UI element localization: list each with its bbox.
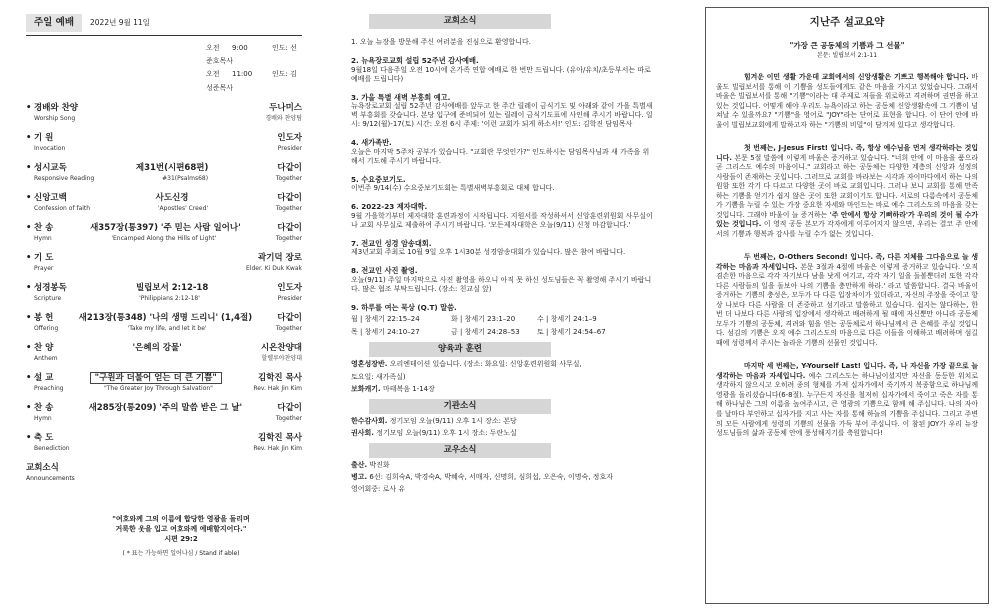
news-item — [351, 175, 653, 193]
news-item-title: 9. 하루를 여는 묵상 (Q.T) 말씀. — [351, 302, 457, 312]
service-time-2: 오전 11:00 인도: 김성준목사 — [206, 70, 297, 92]
worship-items — [26, 103, 302, 463]
worship-item-name: 성경봉독 — [34, 283, 67, 294]
worship-item-name: 설 교 — [34, 373, 54, 384]
worship-header — [26, 14, 302, 36]
worship-item-leader-en: Together — [275, 324, 302, 332]
qt-reading: 화 | 창세기 23:1–20 — [451, 315, 516, 324]
news-item — [351, 239, 653, 257]
worship-item-leader: 두나미스 — [269, 103, 302, 114]
sermon-summary-column — [705, 7, 989, 604]
worship-item-leader: 인도자 — [277, 133, 302, 144]
worship-item-name: 성시교독 — [34, 163, 67, 174]
worship-item-detail-en: "The Greater Joy Through Salvation" — [104, 384, 213, 392]
news-item-body: 1. 오늘 뉴장을 방문해 주신 여러분을 진심으로 환영합니다. — [351, 38, 532, 47]
service-time-1: 오전 9:00 인도: 선준호목사 — [206, 43, 297, 66]
worship-item-name: 경배와 찬양 — [34, 103, 79, 114]
worship-item: • 설 교 "구원과 더불어 얻는 더 큰 기쁨" 김학진 목사 Preaching "The Greater Joy Through Salvation" Rev. Hak Jin Kim — [26, 373, 302, 392]
news-item — [351, 93, 653, 130]
worship-date: 2022년 9월 11일 — [90, 18, 150, 28]
news-item-body: 오늘(9/11) 주일 마지막으로 사진 촬영을 하오니 아직 못 하신 성도님들은 꼭 촬영해 주시기 바랍니다. 많은 협조 부탁드립니다. (장소: 친교실 앞) — [351, 275, 652, 293]
worship-item-leader: 인도자 — [277, 283, 302, 294]
sermon-summary-title: 지난주 설교요약 — [809, 16, 885, 28]
worship-item-leader-en: Presider — [277, 144, 302, 152]
news-item-body: 제3년교회 주최로 10월 9일 오후 1시30분 성경암송대회가 있습니다. 많은 참여 바랍니다. — [351, 248, 626, 257]
news-item-title: 5. 수요중보기도. — [351, 174, 406, 184]
worship-item-leader: 다같이 — [277, 193, 302, 204]
qt-reading: 목 | 창세기 24:10–27 — [351, 328, 420, 337]
news-items — [351, 38, 653, 312]
worship-item-leader: 시온찬양대 — [260, 343, 302, 354]
news-header: 교회소식 — [369, 14, 551, 29]
qt-reading: 수 | 창세기 24:1–9 — [537, 315, 597, 324]
worship-item-leader: 곽기덕 장로 — [257, 253, 302, 264]
news-item — [351, 38, 653, 47]
news-item-title: 4. 새가족반. — [351, 138, 392, 148]
worship-item-leader: 김학진 목사 — [257, 433, 302, 444]
qt-reading: 월 | 창세기 22:15–24 — [351, 315, 420, 324]
sermon-subtitle: "가장 큰 공동체의 기쁨과 그 선물" — [789, 41, 905, 51]
worship-item-leader: 김학진 목사 — [257, 373, 302, 384]
news-item — [351, 56, 653, 84]
organization-header: 기관소식 — [369, 399, 551, 414]
worship-item-detail-en — [70, 445, 254, 453]
training-section: 양육과 훈련 영혼성장반. 오리엔테이션 있습니다. (장소: 화요일: 신앙훈련위원회 사무실, 토요일: 새가족실) 보화캐기. 마태복음 1-14장 — [351, 344, 582, 393]
worship-item: • 찬 송 새285장(통209) '주의 말씀 받은 그 날' 다같이 Hymn Together — [26, 403, 302, 422]
worship-item: • 찬 송 새357장(통397) '주 믿는 사람 일어나' 다같이 Hymn 'Encamped Along the Hills of Light' Together — [26, 223, 302, 242]
worship-item-name-en: Scripture — [34, 294, 62, 302]
worship-item-name-en: Offering — [34, 324, 59, 332]
worship-item-name-en: Preaching — [34, 384, 64, 392]
worship-item-detail-en: 'Encamped Along the Hills of Light' — [111, 234, 217, 242]
qt-reading-grid — [351, 315, 653, 337]
scripture-verse: "여호와께 그의 이름에 합당한 영광을 돌리며 거룩한 옷을 입고 여호와께 예배할지어다." 시편 29:2 ( * 표는 가능하면 일어나심 / Stand if able) — [86, 514, 276, 559]
worship-item-name: 축 도 — [34, 433, 54, 444]
worship-item-detail: 새285장(통209) '주의 말씀 받은 그 날' — [88, 403, 243, 414]
news-item — [351, 266, 653, 294]
worship-item: • 경배와 찬양 두나미스 Worship Song 경배와 찬양팀 — [26, 103, 302, 122]
worship-item: • 봉 헌 새213장(통348) '나의 생명 드리니' (1,4절) 다같이 Offering 'Take my life, and let it be' Together — [26, 313, 302, 332]
worship-item-detail-en — [53, 265, 246, 273]
worship-item-name: 기 도 — [34, 253, 54, 264]
worship-item-detail-en — [52, 415, 276, 423]
stand-note: ( * 표는 가능하면 일어나심 / Stand if able) — [122, 550, 240, 558]
worship-item: • 성경봉독 빌립보서 2:12-18 인도자 Scripture 'Philippians 2:12-18' Presider — [26, 283, 302, 302]
worship-item: • 기 원 인도자 Invocation Presider — [26, 133, 302, 152]
worship-item-name: 찬 송 — [34, 403, 54, 414]
worship-item-leader-en: Together — [275, 414, 302, 422]
worship-item-name-en: Benediction — [34, 444, 70, 452]
worship-item-leader-en: Rev. Hak Jin Kim — [253, 384, 302, 392]
sermon-reference: 본문: 빌립보서 2:1-11 — [816, 51, 878, 59]
members-header: 교우소식 — [369, 443, 551, 458]
worship-item-name-en: Prayer — [34, 264, 54, 272]
sermon-paragraph-4: 마지막 세 번째는, Y-Yourself Last! 입니다. 즉, 나 자신을 가장 끝으로 늘 생각하는 마음과 자세입니다. 예수 그리스도는 하나님이셨지만 자신을 동등한 위치로 생각하지 않으시고 오히려 종의 형체를 가져 십자가에서 죽기까지 복종함으로 하나님께 영광을 돌리셨습니다(6-8절). 누구든지 자신을 철저히 십자가에서 죽이고 죽은 자를 통해 하나님은 그의 이름을 높여주시고, 큰 영광의 기쁨으로 함께 해 주십니다. 나의 자아를 날마다 부인하고 십자가를 지고 사는 자를 통해 하늘의 기쁨을 주십니다. 그리고 주변의 모든 사람에게 성령의 기쁨의 선물을 가득 부어 주십니다. 이 참된 JOY가 우리 뉴장 성도님들의 삶과 공동체 안에 풍성해지기를 축원합니다! — [716, 362, 978, 438]
worship-item-name-en: Responsive Reading — [34, 174, 95, 182]
worship-item-leader-en: Elder. Ki Duk Kwak — [246, 264, 302, 272]
training-header: 양육과 훈련 — [369, 342, 551, 357]
worship-item-detail-en — [65, 145, 277, 153]
worship-item: • 성시교독 제31번(시편68편) 다같이 Responsive Reading #31(Psalms68) Together — [26, 163, 302, 182]
worship-item-name-en: Invocation — [34, 144, 66, 152]
sermon-paragraph-2: 첫 번째는, J-Jesus First! 입니다. 즉, 항상 예수님을 먼저 생각하라는 것입니다. 본문 5절 말씀에 이렇게 바울은 증거하고 있습니다. "너희 안에 이 마음을 품으라 곧 그리스도 예수의 마음이니." 교회라고 하는 공동체는 다양한 계층의 신앙과 성정의 사람들이 존재하는 곳입니다. 그러므로 교회를 바라보는 시각과 자이마다에서 하는 나의 원함 또한 각기 다 다르고 다양한 곳이 바로 교회입니다. 그러나 보니 교회를 통해 만족하는 기쁨을 얻기가 쉽지 않은 곳이 또한 교회이기도 합니다. 서로의 다름속에서 공동체가 기쁨을 누릴 수 있는 가장 중요한 자세와 마인드는 바로 예수 그리스도의 마음을 갖는 것입니다. 그래야 바울이 늘 증거하는 '주 안에서 항상 기뻐하라'가 우리의 것이 될 수가 있는 것입니다. 이 영적 공동 본모가 각자에게 이루어지지 않으면, 우리는 결코 주 안에서의 기쁨과 행복과 감사를 누릴 수가 없는 것입니다. — [716, 144, 978, 238]
worship-item-leader-en: 경배와 찬양팀 — [265, 114, 302, 122]
worship-item-leader-en: 할렐루야찬양대 — [261, 354, 302, 362]
worship-item-detail-en — [75, 115, 265, 123]
news-item-title: 2. 뉴욕장로교회 설립 52주년 감사예배. — [351, 56, 479, 66]
news-item-body: 오늘은 마지막 5주차 공부가 있습니다. "교회란 무엇인가?" 인도하시는 담임목사님과 새 가족을 위해서 기도해 주시기 바랍니다. — [351, 147, 650, 165]
news-item — [351, 202, 653, 230]
worship-item-leader-en: Presider — [277, 294, 302, 302]
worship-item-detail-en: 'Philippians 2:12-18' — [139, 294, 200, 302]
worship-item-leader: 다같이 — [277, 223, 302, 234]
news-item-body: 9월18일 다음주일 오전 10시에 온가족 연합 예배로 한 번만 드립니다. (유아/유치/초등부서는 따로 예배를 드립니다) — [351, 65, 651, 83]
worship-item-name-en: Worship Song — [34, 114, 76, 122]
church-news-column — [351, 14, 653, 600]
worship-item-detail: '은혜의 강물' — [132, 343, 182, 354]
organization-section: 기관소식 한수감사회. 정기모임 오늘(9/11) 오후 1시 장소: 본당 권사회. 정기모임 오늘(9/11) 오후 1시 장소: 두란노실 — [351, 399, 653, 438]
worship-item: • 기 도 곽기덕 장로 Prayer Elder. Ki Duk Kwak — [26, 253, 302, 272]
worship-item-leader: 다같이 — [277, 163, 302, 174]
news-item-body: 9월 가을학기부터 제자대학 훈련과정이 시작됩니다. 지원서를 작성하셔서 신앙훈련위원회 사무실이나 교회 사무실로 제출하여 주시기 바랍니다. '모든제자대학은 오늘(9/11) 신청 마감합니다.' — [351, 211, 653, 229]
worship-item-name-en: Anthem — [34, 354, 58, 362]
worship-item-detail-en: #31(Psalms68) — [162, 174, 209, 182]
worship-item-detail-en: 'Apostles' Creed' — [157, 204, 209, 212]
worship-item: • 축 도 김학진 목사 Benediction Rev. Hak Jin Kim — [26, 433, 302, 452]
news-item-body: 뉴욕장로교회 설립 52주년 감사예배를 앞두고 한 주간 릴레이 금식기도 및 아래와 같이 가을 특별새벽 부흥회를 갖습니다. 본당 입구에 준비되어 있는 릴레이 금식기도표에 사인해 주시기 바랍니다. 일시: 9/12(월)-17(토) 시간: 오전 6시 주제: '이런 교회가 되게 하소서!' 인도: 김학진 담임목사 — [351, 102, 653, 129]
news-item-title: 8. 전교인 사진 촬영. — [351, 266, 418, 276]
worship-item-leader-en: Together — [275, 234, 302, 242]
worship-item-detail: 빌립보서 2:12-18 — [135, 283, 209, 294]
worship-item-detail: 사도신경 — [155, 193, 189, 204]
service-times — [206, 42, 302, 95]
news-item-body: 이번주 9/14(수) 수요중보기도회는 특별새벽부흥회로 대체 합니다. — [351, 184, 555, 193]
news-item — [351, 303, 653, 312]
worship-item: • 신앙고백 사도신경 다같이 Confession of faith 'Apostles' Creed' Together — [26, 193, 302, 212]
news-item — [351, 138, 653, 166]
worship-item-name: 찬 송 — [34, 223, 54, 234]
worship-item-name: 기 원 — [34, 133, 54, 144]
worship-item-leader-en: Rev. Hak Jin Kim — [253, 444, 302, 452]
qt-reading: 토 | 창세기 24:54–67 — [537, 328, 606, 337]
news-item-title: 3. 가을 특별 새벽 부흥회 예고. — [351, 92, 451, 102]
worship-item-detail-en — [58, 355, 262, 363]
news-item-title: 7. 전교인 성경 암송대회. — [351, 238, 432, 248]
verse-reference: 시편 29:2 — [164, 535, 198, 544]
worship-item-name: 찬 양 — [34, 343, 54, 354]
worship-item-name-en: Hymn — [34, 234, 52, 242]
worship-title: 주일 예배 — [26, 14, 82, 32]
worship-order-column — [26, 14, 302, 600]
worship-item-detail: 새213장(통348) '나의 생명 드리니' (1,4절) — [78, 313, 253, 324]
worship-item-leader: 다같이 — [277, 403, 302, 414]
worship-item-leader-en: Together — [275, 204, 302, 212]
worship-item-announcements: 교회소식 Announcements — [26, 463, 75, 482]
qt-reading: 금 | 창세기 24:28–53 — [451, 328, 520, 337]
sermon-paragraph-1: 힘겨운 이민 생활 가운데 교회에서의 신앙생활은 기쁘고 행복해야 합니다. 바울도 빌립보서를 통해 이 기쁨을 성도들에게도 같은 마음을 가지고 있었습니다. 그래서 바울은 빌립보서를 통해 "기쁨"이라는 대 주제로 저들을 위로하고 격려하며 권면을 하고 있는 것입니다. 어떻게 해야 우리도 뉴욕이라고 하는 공동체 신앙생활속에 그 기쁨이 넘쳐날 수 있을까요? "기쁨"을 영어로 "JOY"라는 단어로 표현을 합니다. 이 단어 안에 바울이 빌립보교회에게 말하고자 하는 "기쁨의 비밀"이 담겨져 있다고 생각합니다. — [716, 73, 978, 129]
worship-item-detail: 제31번(시편68편) — [135, 163, 209, 174]
worship-item-name: 봉 헌 — [34, 313, 54, 324]
worship-item-name-en: Hymn — [34, 414, 52, 422]
news-item-title: 6. 2022-23 제자대학. — [351, 202, 428, 212]
worship-item-name: 신앙고백 — [34, 193, 67, 204]
sermon-paragraph-3: 두 번째는, O-Others Second! 입니다. 즉, 다른 지체를 그다음으로 늘 생각하는 마음과 자세입니다. 본문 3절과 4절에 바울은 이렇게 증거하고 있습니다. '오직 겸손한 마음으로 각각 자기보다 남을 낫게 여기고, 각각 자기 일을 돌볼뿐더러 또한 각각 다른 사람들의 일을 돌보아 나의 기쁨을 충만하게 하라.' 라고 말씀합니다. 결국 바울이 증거하는 기쁨의 충성은, 모두가 다 다른 입장차이가 있더라고, 자신의 주장을 죽이고 항상 나보다 다른 사람을 더 존중하고 섬기라고 말씀하고 있습니다. 쉽지는 않다하는, 한 번 더 나보다 다른 사람의 입장에서 생각하고 배려하게 될 때에 자신뿐만 아니라 공동체 모두가 기쁨의 공동체, 격려와 힘을 얻는 공동체로서 하나님께서 큰 은혜를 주실 것입니다. 섬김의 기쁨은 오직 예수 그리스도의 마음으로 다른 이들을 이해하고 배려하며 섬길 때에 성령께서 주시는 놀라운 기쁨의 선물인 것입니다. — [716, 253, 978, 347]
worship-item-detail: "구원과 더불어 얻는 더 큰 기쁨" — [53, 373, 258, 384]
members-section: 교우소식 출산. 박진화 병고. 6선: 김희숙A, 박경숙A, 박혜숙, 서매자, 신명희, 심희섭, 오은숙, 이명숙, 정호자 영어회중: 로사 유 — [351, 444, 613, 494]
worship-item: • 찬 양 '은혜의 강물' 시온찬양대 Anthem 할렐루야찬양대 — [26, 343, 302, 362]
worship-item-leader-en: Together — [275, 174, 302, 182]
worship-item-leader: 다같이 — [277, 313, 302, 324]
worship-item-name-en: Confession of faith — [34, 204, 91, 212]
worship-item-detail: 새357장(통397) '주 믿는 사람 일어나' — [90, 223, 241, 234]
worship-item-detail-en: 'Take my life, and let it be' — [127, 324, 207, 332]
